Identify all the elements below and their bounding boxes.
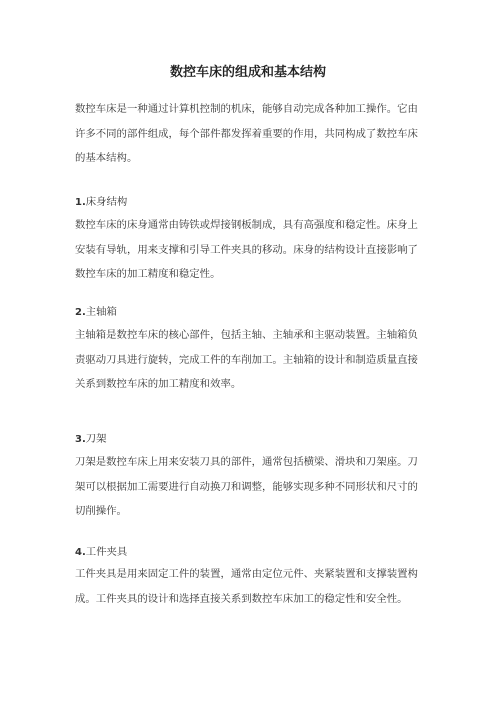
section-heading-4	[75, 543, 425, 562]
intro-paragraph: 数控车床是一种通过计算机控制的机床，能够自动完成各种加工操作。它由许多不同的部件组成，每个部件都发挥着重要的作用，共同构成了数控车床的基本结构。	[75, 103, 418, 164]
section-number: 2.	[75, 307, 86, 318]
section-number: 3.	[75, 434, 86, 445]
section-number: 1.	[75, 197, 86, 208]
page-title: 数控车床的组成和基本结构	[169, 65, 326, 80]
section-number: 4.	[75, 547, 86, 558]
section-heading-2	[75, 303, 425, 322]
section-title: 床身结构	[85, 196, 128, 208]
section-heading-1	[75, 193, 425, 212]
section-body-1: 数控车床的床身通常由铸铁或焊接钢板制成，具有高强度和稳定性。床身上安装有导轨，用来支撑和引导工件夹具的移动。床身的结构设计直接影响了数控车床的加工精度和稳定性。	[75, 219, 418, 280]
section-title: 主轴箱	[85, 306, 117, 318]
section-body-2: 主轴箱是数控车床的核心部件，包括主轴、主轴承和主驱动装置。主轴箱负责驱动刀具进行旋转，完成工件的车削加工。主轴箱的设计和制造质量直接关系到数控车床的加工精度和效率。	[75, 329, 418, 390]
section-heading-3	[75, 430, 425, 449]
section-title: 刀架	[85, 433, 107, 445]
section-body-3: 刀架是数控车床上用来安装刀具的部件，通常包括横梁、滑块和刀架座。刀架可以根据加工需要进行自动换刀和调整，能够实现多种不同形状和尺寸的切削操作。	[75, 456, 418, 517]
section-title: 工件夹具	[85, 546, 128, 558]
section-body-4: 工件夹具是用来固定工件的装置，通常由定位元件、夹紧装置和支撑装置构成。工件夹具的设计和选择直接关系到数控车床加工的稳定性和安全性。	[75, 568, 418, 605]
